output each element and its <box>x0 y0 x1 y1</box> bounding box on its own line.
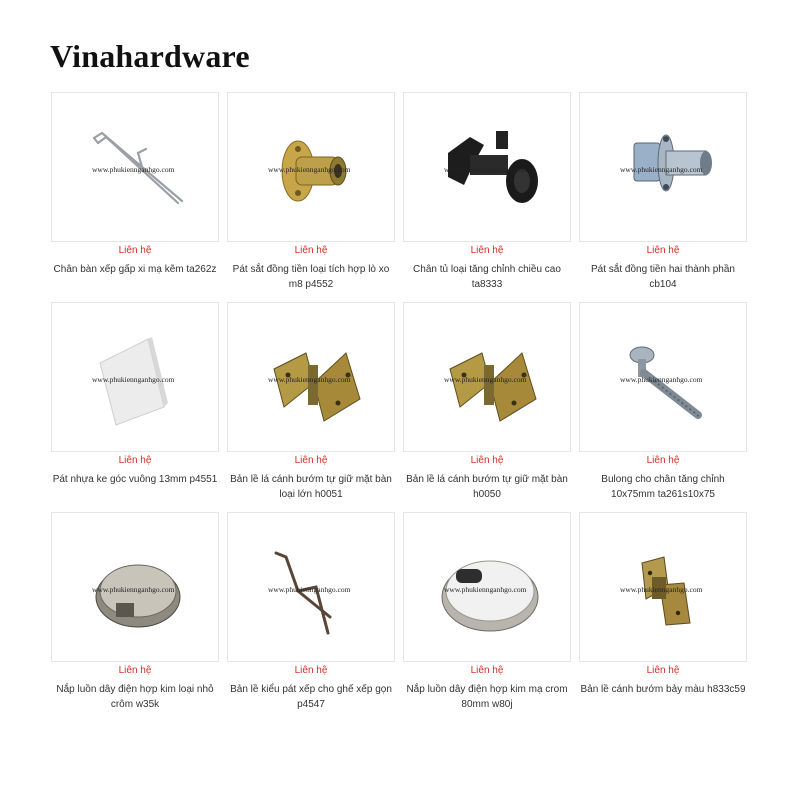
folding-bracket-icon <box>228 513 394 661</box>
product-name[interactable]: Nắp luồn dây điện hợp kim loại nhỏ crôm w35k <box>56 684 214 710</box>
product-name[interactable]: Bản lề lá cánh bướm tự giữ mặt bàn h0050 <box>406 474 568 500</box>
product-price: Liên hệ <box>294 245 328 256</box>
product-image[interactable] <box>579 92 747 242</box>
cable-grommet-chrome-icon <box>52 513 218 661</box>
product-price: Liên hệ <box>470 665 504 676</box>
product-image[interactable] <box>579 302 747 452</box>
product-image[interactable] <box>579 512 747 662</box>
product-name[interactable]: Chân bàn xếp gấp xi mạ kẽm ta262z <box>53 264 217 275</box>
product-image[interactable] <box>227 512 395 662</box>
product-price: Liên hệ <box>646 455 680 466</box>
watermark: www.phukiennganhgo.com <box>92 165 175 174</box>
watermark: www.phukiennganhgo.com <box>268 165 351 174</box>
product-price: Liên hệ <box>118 455 152 466</box>
bolt-icon <box>580 303 746 451</box>
watermark: www.phukiennganhgo.com <box>444 585 527 594</box>
product-price: Liên hệ <box>646 245 680 256</box>
product-image[interactable] <box>51 512 219 662</box>
coin-bracket-two-part-icon <box>580 93 746 241</box>
cable-grommet-white-icon <box>404 513 570 661</box>
folding-leg-icon <box>52 93 218 241</box>
product-image[interactable] <box>403 512 571 662</box>
product-name[interactable]: Bulong cho chân tăng chỉnh 10x75mm ta261s10x75 <box>601 474 725 500</box>
watermark: www.phukiennganhgo.com <box>268 585 351 594</box>
product-name[interactable]: Bản lề kiểu pát xếp cho ghế xếp gọn p4547 <box>230 684 392 710</box>
adjustable-foot-icon <box>404 93 570 241</box>
product-image[interactable] <box>403 92 571 242</box>
watermark: www.phukiennganhgo.com <box>444 375 527 384</box>
product-name[interactable]: Nắp luồn dây điện hợp kim mạ crom 80mm w80j <box>406 684 568 710</box>
watermark: www.phukiennganhgo.com <box>92 585 175 594</box>
product-name[interactable]: Bản lề cánh bướm bảy màu h833c59 <box>580 684 746 695</box>
butterfly-hinge-icon <box>404 303 570 451</box>
product-image[interactable] <box>227 92 395 242</box>
product-image[interactable] <box>51 92 219 242</box>
product-image[interactable] <box>227 302 395 452</box>
product-price: Liên hệ <box>470 245 504 256</box>
watermark: www.phukiennganhgo.com <box>620 585 703 594</box>
watermark: www.phukiennganhgo.com <box>444 165 527 174</box>
site-title[interactable]: Vinahardware <box>50 38 250 74</box>
product-name[interactable]: Pát nhựa ke góc vuông 13mm p4551 <box>52 474 218 485</box>
plastic-corner-icon <box>52 303 218 451</box>
product-price: Liên hệ <box>646 665 680 676</box>
butterfly-hinge-icon <box>228 303 394 451</box>
watermark: www.phukiennganhgo.com <box>620 165 703 174</box>
butterfly-hinge-small-icon <box>580 513 746 661</box>
watermark: www.phukiennganhgo.com <box>620 375 703 384</box>
product-name[interactable]: Pát sắt đồng tiền loại tích hợp lò xo m8 p4552 <box>232 264 390 290</box>
product-image[interactable] <box>51 302 219 452</box>
product-price: Liên hệ <box>294 455 328 466</box>
watermark: www.phukiennganhgo.com <box>92 375 175 384</box>
product-name[interactable]: Chân tủ loại tăng chỉnh chiều cao ta8333 <box>413 264 561 290</box>
watermark: www.phukiennganhgo.com <box>268 375 351 384</box>
product-price: Liên hệ <box>118 245 152 256</box>
product-price: Liên hệ <box>470 455 504 466</box>
coin-bracket-spring-icon <box>228 93 394 241</box>
product-price: Liên hệ <box>118 665 152 676</box>
product-name[interactable]: Bản lề lá cánh bướm tự giữ mặt bàn loại lớn h0051 <box>230 474 392 500</box>
product-name[interactable]: Pát sắt đồng tiền hai thành phần cb104 <box>590 264 735 290</box>
product-price: Liên hệ <box>294 665 328 676</box>
product-image[interactable] <box>403 302 571 452</box>
